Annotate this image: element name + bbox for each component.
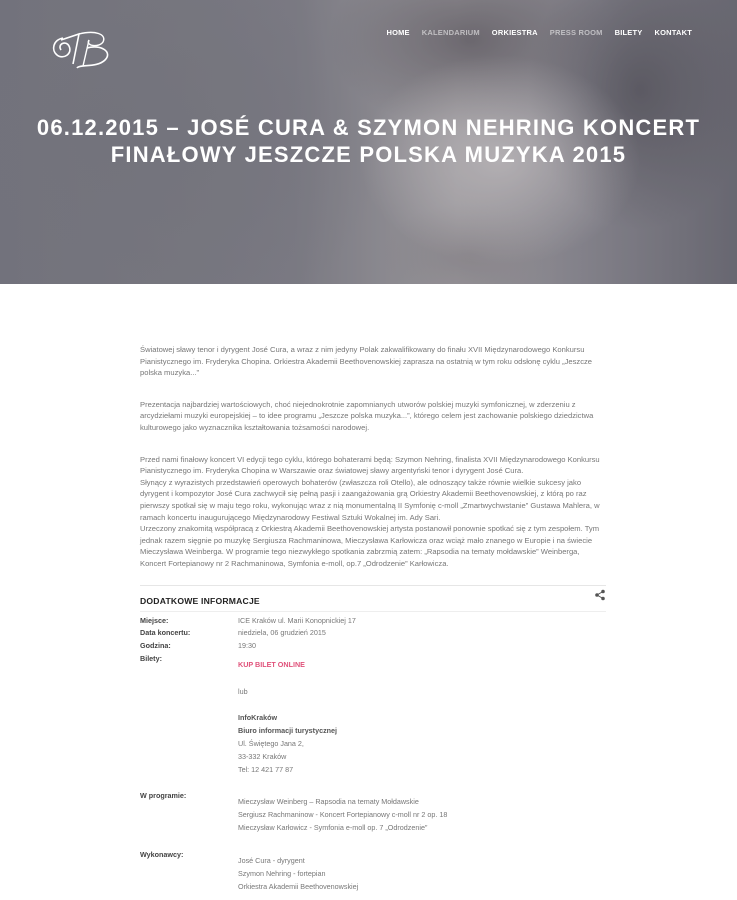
article-paragraph: Światowej sławy tenor i dyrygent José Cura, a wraz z nim jedyny Polak zakwalifikowany do finału XVII Międzynarodowego Konkursu Pianistycznego im. Fryderyka Chopina. Orkiestra Akademii Beethovenowskiej zaprasza na ostatnią w tym roku odsłonę cyklu „Jeszcze polska muzyka...” — [140, 345, 593, 378]
performer-item: José Cura - dyrygent — [238, 856, 305, 865]
page-title — [30, 114, 707, 168]
date-label: Data koncertu: — [140, 628, 191, 637]
nav-orkiestra[interactable]: ORKIESTRA — [491, 28, 538, 37]
date-value: niedziela, 06 grudzień 2015 — [238, 628, 326, 637]
main-nav — [386, 28, 692, 37]
program-item: Sergiusz Rachmaninow - Koncert Fortepianowy c-moll nr 2 op. 18 — [238, 810, 448, 819]
program-item: Mieczysław Karłowicz - Symfonia e-moll op. 7 „Odrodzenie” — [238, 823, 428, 832]
program-item: Mieczysław Weinberg – Rapsodia na tematy Mołdawskie — [238, 797, 419, 806]
nav-kalendarium[interactable]: KALENDARIUM — [421, 28, 480, 37]
time-value: 19:30 — [238, 641, 256, 650]
nav-home[interactable]: HOME — [386, 28, 410, 37]
performer-item: Orkiestra Akademii Beethovenowskiej — [238, 882, 359, 891]
office-name: InfoKraków — [238, 713, 278, 722]
share-icon[interactable] — [594, 589, 606, 601]
buy-ticket-link[interactable]: KUP BILET ONLINE — [238, 660, 305, 669]
office-street: Ul. Świętego Jana 2, — [238, 739, 304, 748]
article-body — [140, 344, 606, 570]
performer-item: Szymon Nehring - fortepian — [238, 869, 326, 878]
info-divider — [140, 611, 606, 612]
article-sentence: Słynący z wyrazistych przedstawień operowych bohaterów (zwłaszcza roli Otello), ale odnoszący także równie wielkie sukcesy jako dyrygent i kompozytor José Cura zachwycił się pełną pasji i zaangażowania grą Orkiestry Akademii Beethovenowskiej, z którą po raz pierwszy spotkał się w maju tego roku, wykonując wraz z nią monumentalną II Symfonię c-moll „Zmartwychwstanie” Gustawa Mahlera, w ramach koncertu inaugurującego Międzynarodowy Festiwal Sztuki Wokalnej im. Ady Sari. — [140, 477, 600, 522]
venue-label: Miejsce: — [140, 616, 169, 625]
time-label: Godzina: — [140, 641, 171, 650]
page-title-line-1: 06.12.2015 – JOSÉ CURA & SZYMON NEHRING KONCERT — [36, 115, 701, 140]
nav-bilety[interactable]: BILETY — [614, 28, 643, 37]
venue-value: ICE Kraków ul. Marii Konopnickiej 17 — [238, 616, 356, 625]
article-sentence: Przed nami finałowy koncert VI edycji tego cyklu, którego bohaterami będą: Szymon Nehring, finalista XVII Międzynarodowego Konkursu Pianistycznego im. Fryderyka Chopina w Warszawie oraz światowej sławy argentyński tenor i dyrygent José Cura. — [140, 454, 600, 476]
office-city: 33-332 Kraków — [238, 752, 287, 761]
article-sentence: Urzeczony znakomitą współpracą z Orkiestrą Akademii Beethovenowskiej artysta postanowił ponownie spotkać się z tym zespołem. Tym jednak razem sięgnie po muzykę Sergiusza Rachmaninowa, Mieczysława Karłowicza oraz wciąż mało znanego w Europie i na świecie Mieczysława Weinberga. W programie tego niezwykłego spotkania zabrzmią zatem: „Rapsodia na tematy mołdawskie” Weinberga, Koncert Fortepianowy nr 2 Rachmaninowa, Symfonia e-moll, op.7 „Odrodzenie” Karłowicza. — [140, 524, 600, 568]
article-paragraph — [140, 454, 606, 570]
info-section-title: DODATKOWE INFORMACJE — [140, 596, 260, 606]
section-divider — [140, 585, 606, 586]
logo-icon[interactable] — [49, 28, 115, 70]
buy-ticket-link-wrap — [238, 660, 305, 669]
hero-banner — [0, 0, 737, 284]
office-phone: Tel: 12 421 77 87 — [238, 765, 294, 774]
nav-press-room[interactable]: PRESS ROOM — [549, 28, 603, 37]
program-label: W programie: — [140, 791, 187, 800]
nav-kontakt[interactable]: KONTAKT — [654, 28, 692, 37]
tickets-label: Bilety: — [140, 654, 162, 663]
page-title-line-2: FINAŁOWY JESZCZE POLSKA MUZYKA 2015 — [110, 142, 627, 167]
article-paragraph: Prezentacja najbardziej wartościowych, choć niejednokrotnie zapomnianych utworów polskiej muzyki symfonicznej, w zderzeniu z arcydziełami muzyki europejskiej – to idee programu „Jeszcze polska muzyka...”, którego celem jest zachowanie polskiego dziedzictwa kulturowego jako wyznacznika kształtowania tożsamości narodowej. — [140, 399, 594, 432]
or-text: lub — [238, 687, 248, 696]
performers-label: Wykonawcy: — [140, 850, 184, 859]
office-desc: Biuro informacji turystycznej — [238, 726, 338, 735]
